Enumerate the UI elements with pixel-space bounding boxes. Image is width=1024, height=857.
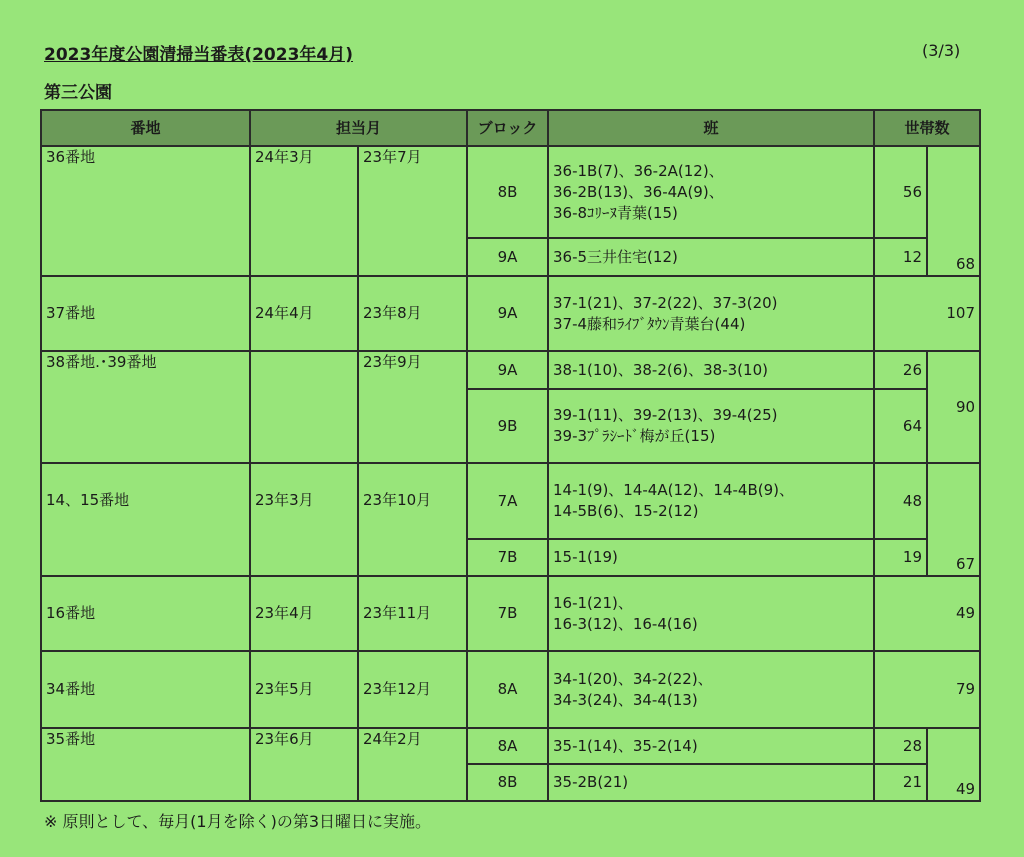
han-cell	[548, 651, 874, 728]
count-cell: 48	[874, 463, 927, 539]
month-cell: 23年4月	[250, 576, 358, 651]
count-cell: 12	[874, 238, 927, 276]
banchi-cell: 38番地.･39番地	[41, 351, 250, 463]
header-banchi: 番地	[41, 110, 250, 146]
banchi-cell: 37番地	[41, 276, 250, 351]
han-line: 35-1(14)、35-2(14)	[553, 736, 698, 755]
han-line: 37-1(21)、37-2(22)、37-3(20)	[553, 293, 778, 312]
block-cell: 7B	[467, 576, 548, 651]
han-line: 38-1(10)、38-2(6)、38-3(10)	[553, 360, 768, 379]
header-setai: 世帯数	[874, 110, 980, 146]
block-cell: 7A	[467, 463, 548, 539]
month-cell: 24年3月	[250, 146, 358, 276]
table-row	[41, 351, 980, 389]
han-cell	[548, 764, 874, 801]
block-cell: 9A	[467, 351, 548, 389]
total-cell: 90	[927, 351, 980, 463]
table-row	[41, 276, 980, 351]
block-cell: 9B	[467, 389, 548, 463]
total-cell: 68	[927, 146, 980, 276]
count-cell: 21	[874, 764, 927, 801]
count-cell: 64	[874, 389, 927, 463]
month-cell: 23年10月	[358, 463, 467, 576]
header-block: ブロック	[467, 110, 548, 146]
header-row	[41, 110, 980, 146]
document-title: 2023年度公園清掃当番表(2023年4月)	[44, 45, 353, 65]
han-line: 39-3ﾌﾟﾗｼｰﾄﾞ梅が丘(15)	[553, 427, 716, 445]
total-cell: 49	[927, 728, 980, 801]
park-name: 第三公園	[44, 83, 112, 103]
han-cell	[548, 389, 874, 463]
han-line: 16-1(21)、	[553, 593, 633, 612]
han-line: 15-1(19)	[553, 548, 618, 566]
han-line: 34-3(24)、34-4(13)	[553, 690, 698, 709]
block-cell: 9A	[467, 238, 548, 276]
month-cell	[250, 351, 358, 463]
count-cell: 26	[874, 351, 927, 389]
month-cell: 23年7月	[358, 146, 467, 276]
banchi-cell: 14、15番地	[41, 463, 250, 576]
block-cell: 9A	[467, 276, 548, 351]
header-han: 班	[548, 110, 874, 146]
month-cell: 23年12月	[358, 651, 467, 728]
table-row	[41, 728, 980, 764]
count-cell: 28	[874, 728, 927, 764]
han-cell	[548, 146, 874, 238]
han-line: 35-2B(21)	[553, 773, 629, 791]
header-tanto: 担当月	[250, 110, 467, 146]
han-cell	[548, 463, 874, 539]
han-line: 37-4藤和ﾗｲﾌﾞﾀｳﾝ青葉台(44)	[553, 314, 746, 333]
block-cell: 8B	[467, 764, 548, 801]
total-cell: 49	[874, 576, 980, 651]
count-cell: 19	[874, 539, 927, 576]
month-cell: 23年3月	[250, 463, 358, 576]
han-cell	[548, 276, 874, 351]
han-cell	[548, 351, 874, 389]
han-cell	[548, 728, 874, 764]
month-cell: 24年2月	[358, 728, 467, 801]
total-cell: 107	[874, 276, 980, 351]
table-row	[41, 651, 980, 728]
page-number: (3/3)	[922, 41, 961, 60]
block-cell: 8A	[467, 651, 548, 728]
banchi-cell: 34番地	[41, 651, 250, 728]
month-cell: 23年5月	[250, 651, 358, 728]
block-cell: 8A	[467, 728, 548, 764]
banchi-cell: 36番地	[41, 146, 250, 276]
month-cell: 23年9月	[358, 351, 467, 463]
table-row	[41, 146, 980, 238]
han-line: 34-1(20)、34-2(22)、	[553, 669, 713, 688]
footer-note: ※ 原則として、毎月(1月を除く)の第3日曜日に実施。	[44, 812, 432, 831]
han-cell	[548, 576, 874, 651]
block-cell: 8B	[467, 146, 548, 238]
han-cell	[548, 539, 874, 576]
han-cell	[548, 238, 874, 276]
han-line: 36-2B(13)、36-4A(9)、	[553, 182, 724, 201]
month-cell: 23年6月	[250, 728, 358, 801]
han-line: 36-5三井住宅(12)	[553, 247, 678, 266]
month-cell: 24年4月	[250, 276, 358, 351]
table-row	[41, 463, 980, 539]
month-cell: 23年8月	[358, 276, 467, 351]
han-line: 16-3(12)、16-4(16)	[553, 614, 698, 633]
month-cell: 23年11月	[358, 576, 467, 651]
count-cell: 56	[874, 146, 927, 238]
total-cell: 67	[927, 463, 980, 576]
han-line: 14-1(9)、14-4A(12)、14-4B(9)、	[553, 481, 794, 499]
banchi-cell: 16番地	[41, 576, 250, 651]
block-cell: 7B	[467, 539, 548, 576]
total-cell: 79	[874, 651, 980, 728]
han-line: 14-5B(6)、15-2(12)	[553, 502, 699, 520]
han-line: 39-1(11)、39-2(13)、39-4(25)	[553, 406, 778, 424]
table-row	[41, 576, 980, 651]
schedule-table	[40, 109, 981, 802]
han-line: 36-8ｺﾘｰﾇ青葉(15)	[553, 203, 678, 222]
banchi-cell: 35番地	[41, 728, 250, 801]
han-line: 36-1B(7)、36-2A(12)、	[553, 161, 724, 180]
